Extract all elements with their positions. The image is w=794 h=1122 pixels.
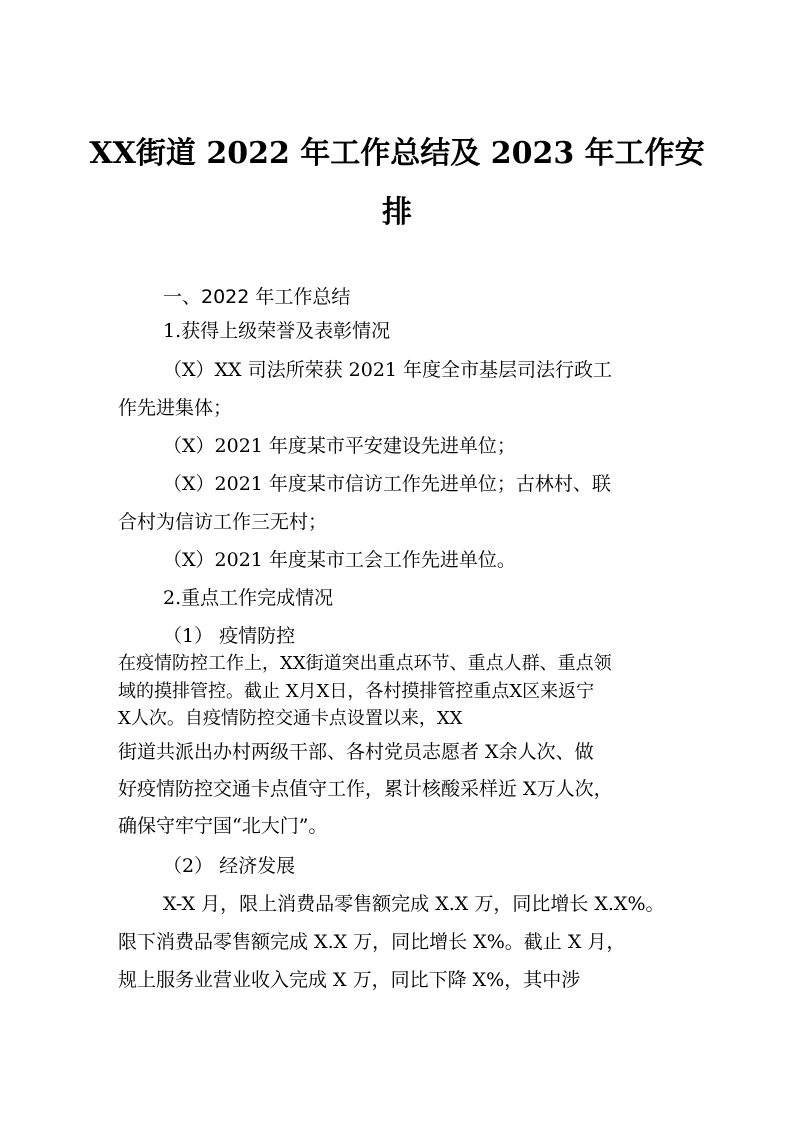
- item-1-heading: （1） 疫情防控: [163, 625, 296, 647]
- epidemic-text-line-6: 确保守牢宁国“北大门”。: [118, 815, 328, 837]
- honor-3-line-1: （X）2021 年度某市信访工作先进单位；古林村、联: [163, 473, 611, 495]
- honor-1-line-2: 作先进集体；: [118, 397, 233, 419]
- epidemic-text-line-5: 好疫情防控交通卡点值守工作，累计核酸采样近 X万人次，: [118, 778, 613, 800]
- document-title-line-2: 排: [382, 195, 412, 230]
- document-title-line-1: XX街道 2022 年工作总结及 2023 年工作安: [89, 136, 705, 171]
- subsection-2-heading: 2.重点工作完成情况: [163, 587, 334, 609]
- epidemic-text-line-1: 在疫情防控工作上，XX街道突出重点环节、重点人群、重点领: [118, 653, 612, 674]
- economy-text-line-3: 规上服务业营业收入完成 X 万，同比下降 X%，其中涉: [118, 969, 581, 991]
- epidemic-text-line-3: X人次。自疫情防控交通卡点设置以来，XX: [118, 708, 463, 729]
- item-2-heading: （2） 经济发展: [163, 855, 296, 877]
- honor-1-line-1: （X）XX 司法所荣获 2021 年度全市基层司法行政工: [163, 359, 613, 381]
- honor-2: （X）2021 年度某市平安建设先进单位；: [163, 435, 516, 457]
- epidemic-text-line-4: 街道共派出办村两级干部、各村党员志愿者 X余人次、做: [118, 741, 594, 763]
- epidemic-text-line-2: 域的摸排管控。截止 X月X日，各村摸排管控重点X区来返宁: [118, 681, 595, 702]
- economy-text-line-1: X-X 月，限上消费品零售额完成 X.X 万，同比增长 X.X%。: [163, 893, 665, 915]
- economy-text-line-2: 限下消费品零售额完成 X.X 万，同比增长 X%。截止 X 月，: [118, 931, 626, 953]
- honor-3-line-2: 合村为信访工作三无村；: [118, 511, 328, 533]
- section-1-heading: 一、2022 年工作总结: [163, 286, 351, 308]
- subsection-1-heading: 1.获得上级荣誉及表彰情况: [163, 320, 391, 342]
- honor-4: （X）2021 年度某市工会工作先进单位。: [163, 549, 516, 571]
